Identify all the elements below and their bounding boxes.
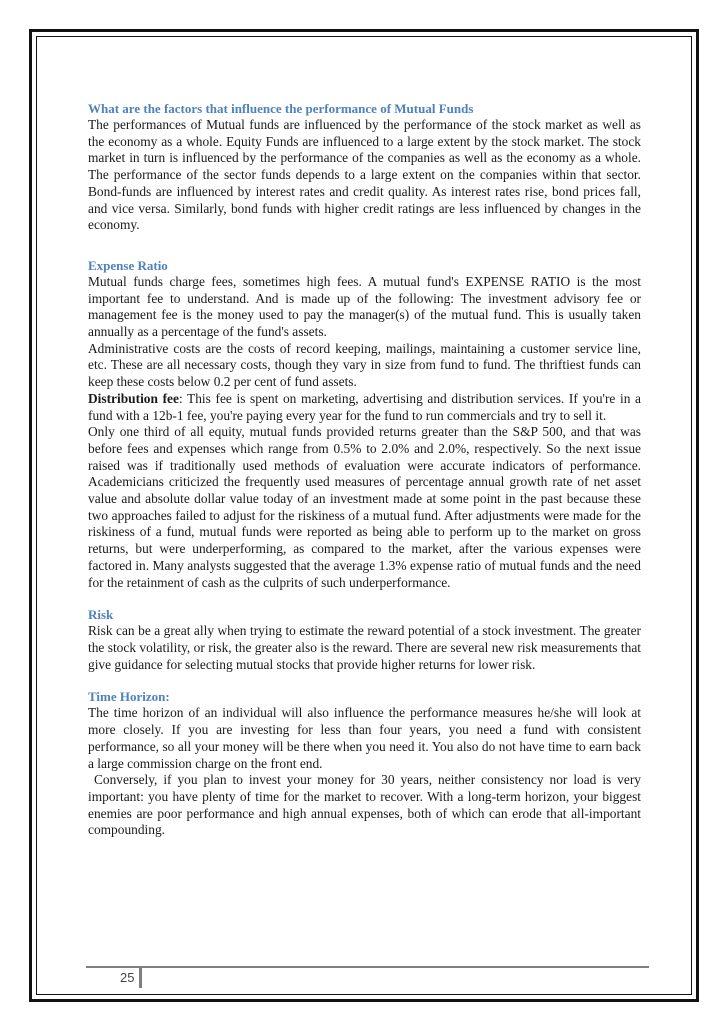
document-body: [88, 101, 645, 839]
paragraph-expense-ratio-2: Administrative costs are the costs of record keeping, mailings, maintaining a customer service line, etc. These are all necessary costs, though they vary in size from fund to fund. The thriftiest funds can keep these costs below 0.2 per cent of fund assets.: [88, 340, 641, 390]
paragraph-factors: The performances of Mutual funds are influenced by the performance of the stock market as well as the economy as a whole. Equity Funds are influenced to a large extent by the stock market. The stock market in turn is influenced by the performance of the companies as well as the economy as a whole. The performance of the sector funds depends to a large extent on the companies within that sector. Bond-funds are influenced by interest rates and credit quality. As interest rates rise, bond prices fall, and vice versa. Similarly, bond funds with higher credit ratings are less influenced by changes in the economy.: [88, 117, 641, 233]
paragraph-expense-ratio-closing: Only one third of all equity, mutual funds provided returns greater than the S&P 500, and that was before fees and expenses which range from 0.5% to 2.0% and 2.0%, respectively. So the next issue raised was if traditionally used methods of evaluation were accurate indicators of performance. Academicians criticized the frequently used measures of percentage annual growth rate of net asset value and absolute dollar value today of an investment made at some point in the past because these two approaches failed to adjust for the riskiness of a mutual fund. After adjustments were made for the riskiness of a fund, mutual funds were reported as being able to perform up to the market on gross returns, but were underperforming, as compared to the market, after the various expenses were factored in. Many analysts suggested that the average 1.3% expense ratio of mutual funds and the need for the retainment of cash as the culprits of such underperformance.: [88, 424, 641, 590]
footer-rule: [86, 966, 649, 968]
section-heading-risk: Risk: [88, 607, 114, 623]
footer-page-separator: [139, 966, 142, 988]
section-heading-expense-ratio: Expense Ratio: [88, 257, 168, 273]
distribution-fee-text: : This fee is spent on marketing, advertising and distribution services. If you're in a fund with a 12b-1 fee, you're paying every year for the fund to run commercials and try to sell it.: [88, 390, 641, 423]
section-heading-factors: What are the factors that influence the performance of Mutual Funds: [88, 101, 474, 116]
section-heading-time-horizon: Time Horizon:: [88, 689, 170, 705]
page-number: 25: [120, 970, 135, 985]
paragraph-risk: Risk can be a great ally when trying to estimate the reward potential of a stock investment. The greater the stock volatility, or risk, the greater also is the reward. There are several new risk measurements that give guidance for selecting mutual stocks that provide higher returns for lower risk.: [88, 623, 641, 672]
paragraph-time-horizon-1: The time horizon of an individual will also influence the performance measures he/she will look at more closely. If you are investing for less than four years, you need a fund with consistent performance, so all your money will be there when you need it. You also do not have time to earn back a large commission charge on the front end.: [88, 705, 641, 771]
distribution-fee-label: Distribution fee: [88, 390, 179, 406]
paragraph-time-horizon-2: Conversely, if you plan to invest your money for 30 years, neither consistency nor load is very important: you have plenty of time for the market to recover. With a long-term horizon, your biggest enemies are poor performance and high annual expenses, both of which can erode that all-important compounding.: [88, 772, 645, 838]
paragraph-distribution-fee: [88, 391, 641, 424]
paragraph-expense-ratio-1: Mutual funds charge fees, sometimes high fees. A mutual fund's EXPENSE RATIO is the most important fee to understand. And is made up of the following: The investment advisory fee or management fee is the money used to pay the manager(s) of the mutual fund. This is usually taken annually as a percentage of the fund's assets.: [88, 273, 641, 340]
